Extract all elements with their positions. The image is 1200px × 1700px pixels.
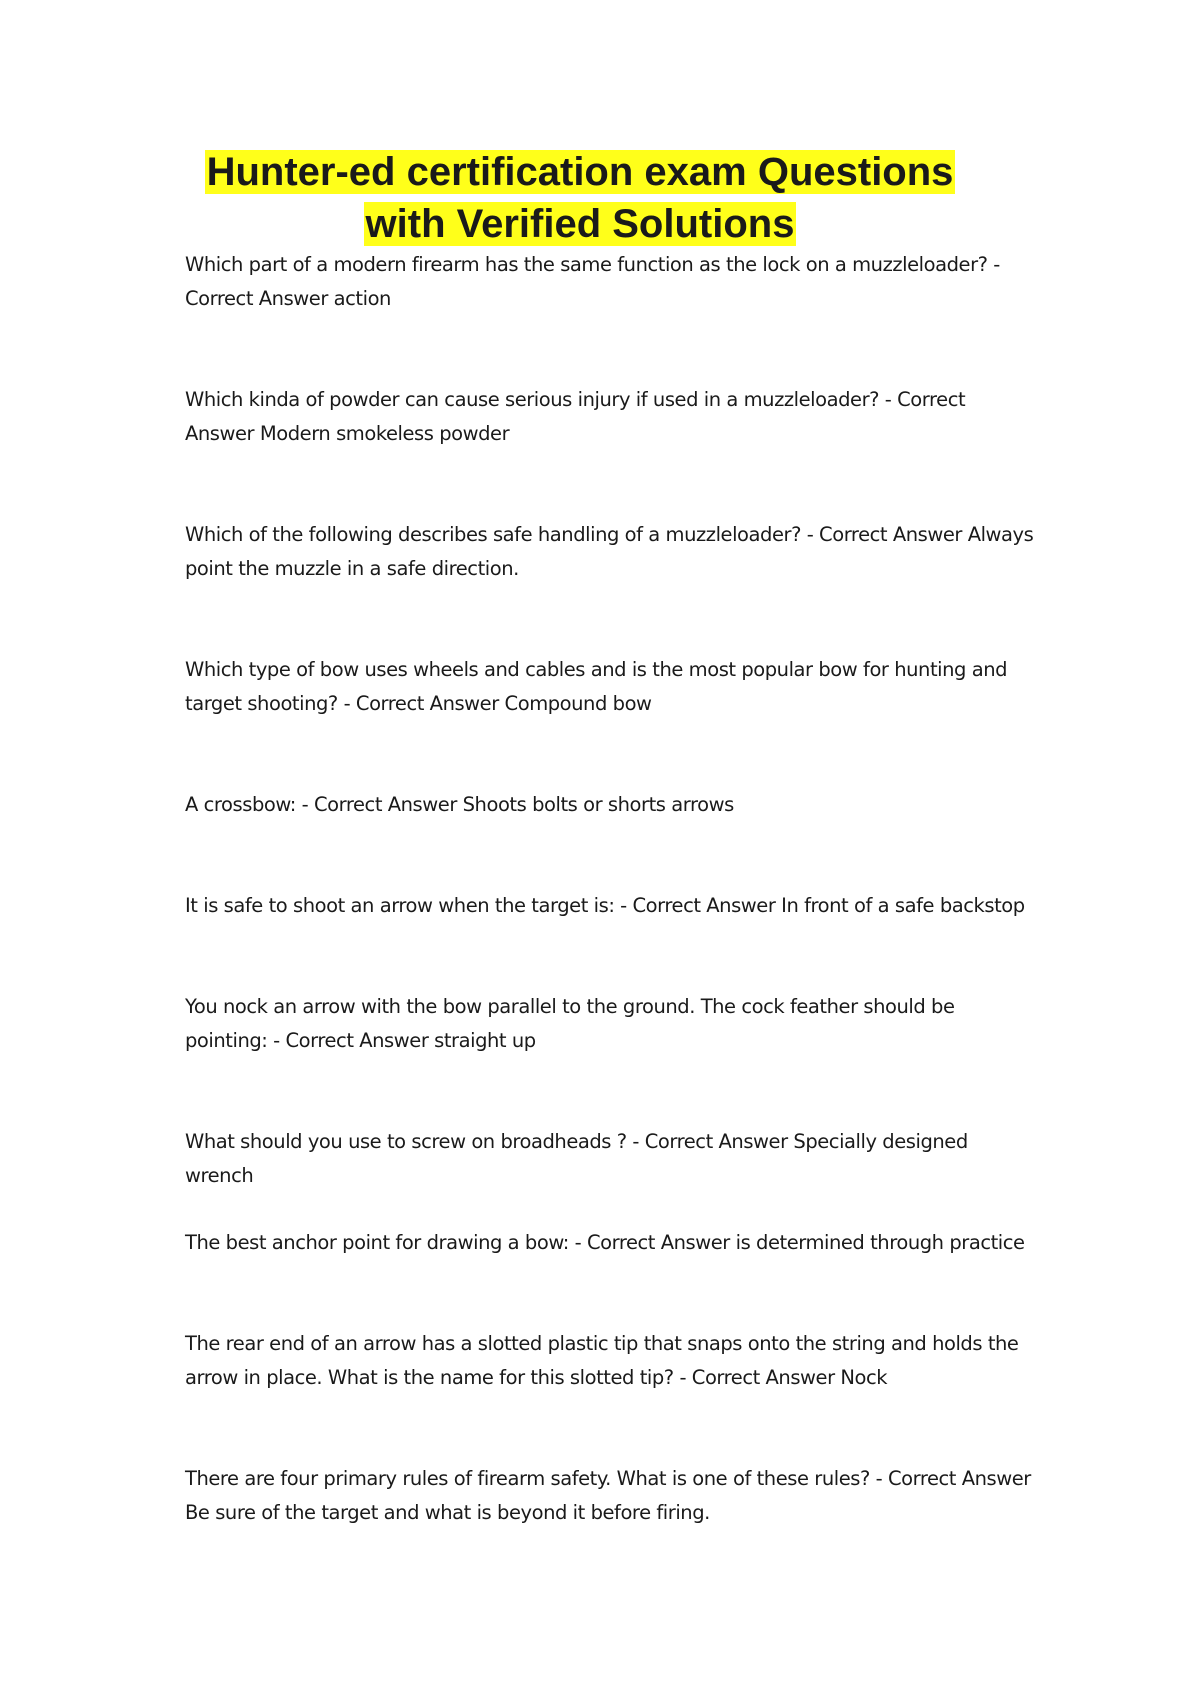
qa-item: Which type of bow uses wheels and cables and is the most popular bow for hunting and target shooting? - Correct Answer Compound bow [185,658,1008,715]
qa-item: The best anchor point for drawing a bow: - Correct Answer is determined through practice [185,1231,1025,1254]
qa-item: A crossbow: - Correct Answer Shoots bolts or shorts arrows [185,793,734,816]
qa-item: It is safe to shoot an arrow when the target is: - Correct Answer In front of a safe backstop [185,894,1025,917]
qa-item: You nock an arrow with the bow parallel to the ground. The cock feather should be pointing: - Correct Answer straight up [185,995,955,1052]
qa-item: Which part of a modern firearm has the same function as the lock on a muzzleloader? - Correct Answer action [185,253,1000,310]
qa-item: What should you use to screw on broadheads ? - Correct Answer Specially designed wrench [185,1130,968,1187]
qa-item: The rear end of an arrow has a slotted plastic tip that snaps onto the string and holds the arrow in place. What is the name for this slotted tip? - Correct Answer Nock [185,1332,1019,1389]
qa-item: Which of the following describes safe handling of a muzzleloader? - Correct Answer Always point the muzzle in a safe direction. [185,523,1034,580]
qa-item: Which kinda of powder can cause serious injury if used in a muzzleloader? - Correct Answer Modern smokeless powder [185,388,966,445]
title-line-1: Hunter-ed certification exam Questions [206,150,954,194]
qa-item: There are four primary rules of firearm safety. What is one of these rules? - Correct Answer Be sure of the target and what is beyond it before firing. [185,1467,1031,1524]
document-title [180,146,980,250]
title-line-2: with Verified Solutions [365,202,795,246]
